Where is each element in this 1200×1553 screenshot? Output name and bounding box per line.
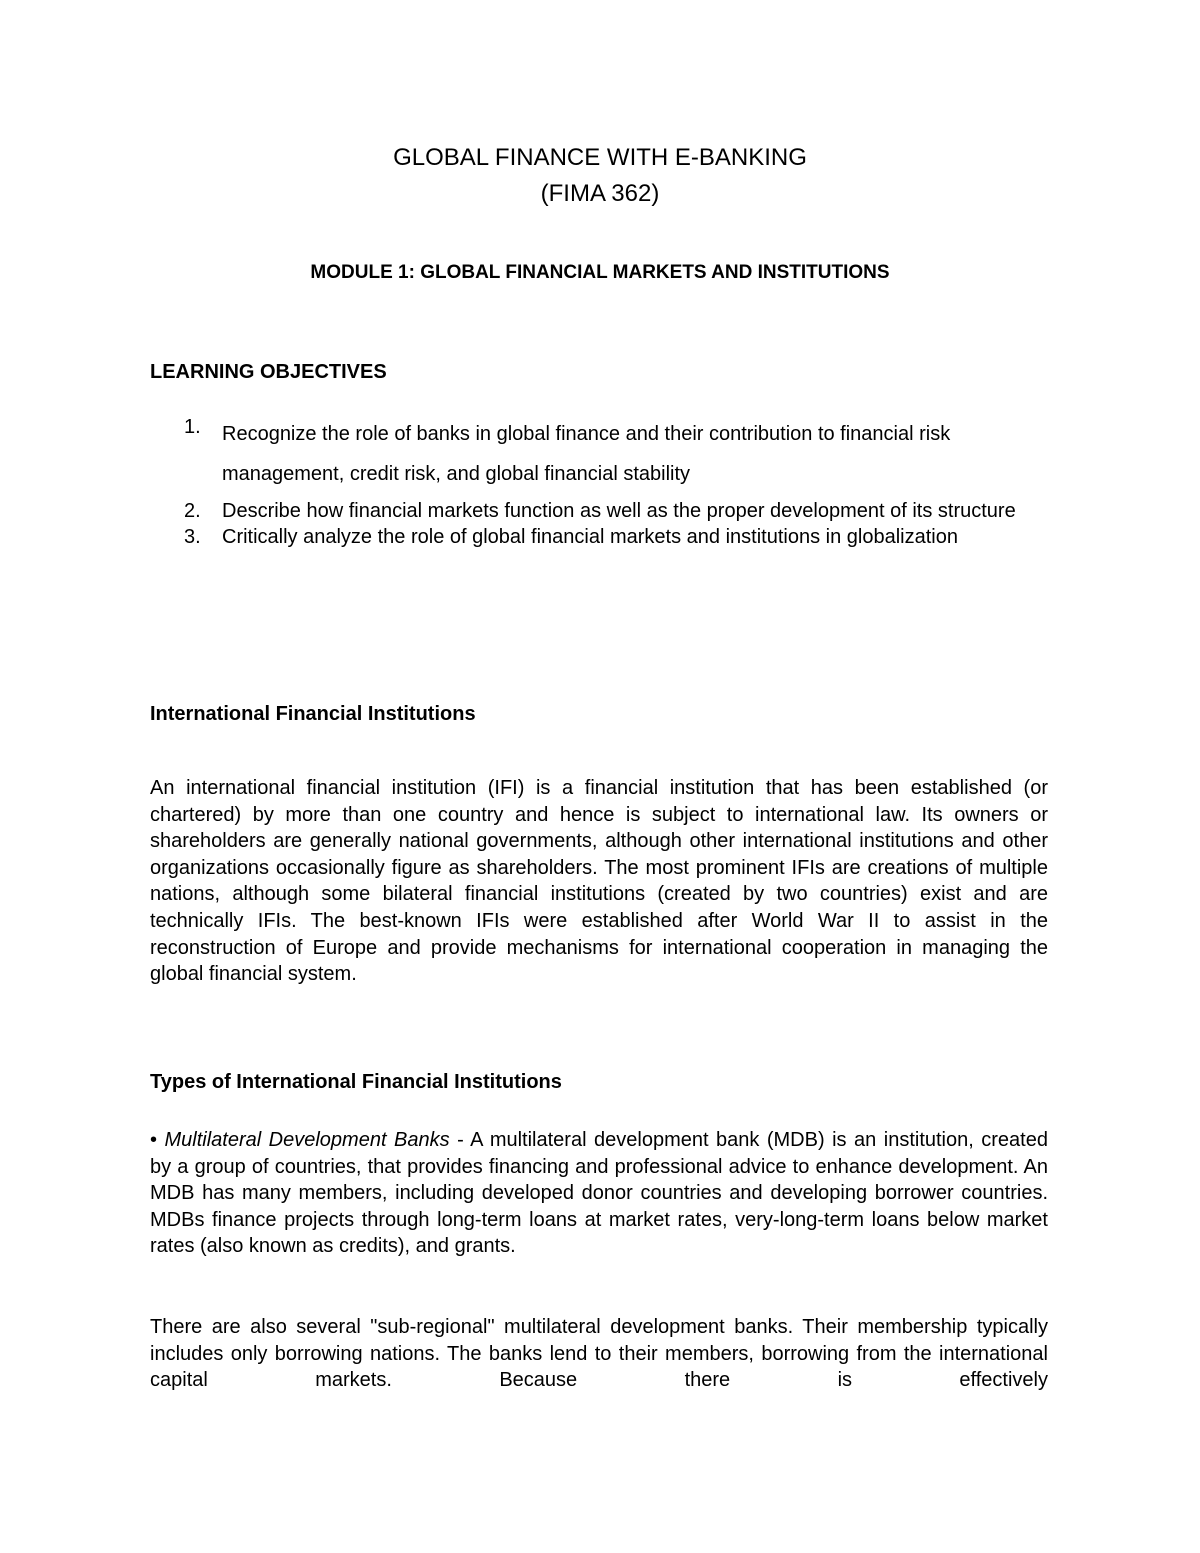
objective-number: 2. bbox=[184, 500, 201, 522]
learning-objectives-heading: LEARNING OBJECTIVES bbox=[150, 361, 387, 383]
objective-text: Describe how financial markets function as well as the proper development of its structure bbox=[222, 500, 1016, 522]
document-title: GLOBAL FINANCE WITH E-BANKING bbox=[393, 144, 807, 171]
objective-item bbox=[150, 414, 1060, 494]
ifi-section-heading: International Financial Institutions bbox=[150, 703, 476, 725]
objective-text: Critically analyze the role of global financial markets and institutions in globalization bbox=[222, 526, 958, 548]
objective-item bbox=[150, 524, 1060, 550]
bullet-marker: • bbox=[150, 1129, 158, 1151]
mdb-description: - A multilateral development bank (MDB) is an institution, created by a group of countries, that provides financing and professional advice to enhance development. An MDB has many members, including developed donor countries and developing borrower countries. MDBs finance projects through long-term loans at market rates, very-long-term loans below market rates (also known as credits), and grants. bbox=[150, 1129, 1048, 1258]
objective-text: Recognize the role of banks in global finance and their contribution to financial risk management, credit risk, and global financial stability bbox=[222, 423, 951, 485]
objective-number: 3. bbox=[184, 526, 201, 548]
mdb-term: Multilateral Development Banks bbox=[164, 1129, 450, 1151]
course-code: (FIMA 362) bbox=[540, 180, 660, 207]
types-section-heading: Types of International Financial Institutions bbox=[150, 1071, 562, 1093]
mdb-paragraph bbox=[150, 1127, 1048, 1260]
learning-objectives-list bbox=[150, 414, 1060, 550]
subregional-paragraph: There are also several "sub-regional" multilateral development banks. Their membership typically includes only borrowing nations. The banks lend to their members, borrowing from the international capital markets. Because there is effectively bbox=[150, 1316, 1048, 1392]
objective-item bbox=[150, 498, 1060, 524]
ifi-paragraph: An international financial institution (IFI) is a financial institution that has been established (or chartered) by more than one country and hence is subject to international law. Its owners or shareholders are generally national governments, although other international institutions and other organizations occasionally figure as shareholders. The most prominent IFIs are creations of multiple nations, although some bilateral financial institutions (created by two countries) exist and are technically IFIs. The best-known IFIs were established after World War II to assist in the reconstruction of Europe and provide mechanisms for international cooperation in managing the global financial system. bbox=[150, 777, 1048, 986]
objective-number: 1. bbox=[184, 416, 201, 438]
module-heading: MODULE 1: GLOBAL FINANCIAL MARKETS AND INSTITUTIONS bbox=[310, 262, 890, 283]
